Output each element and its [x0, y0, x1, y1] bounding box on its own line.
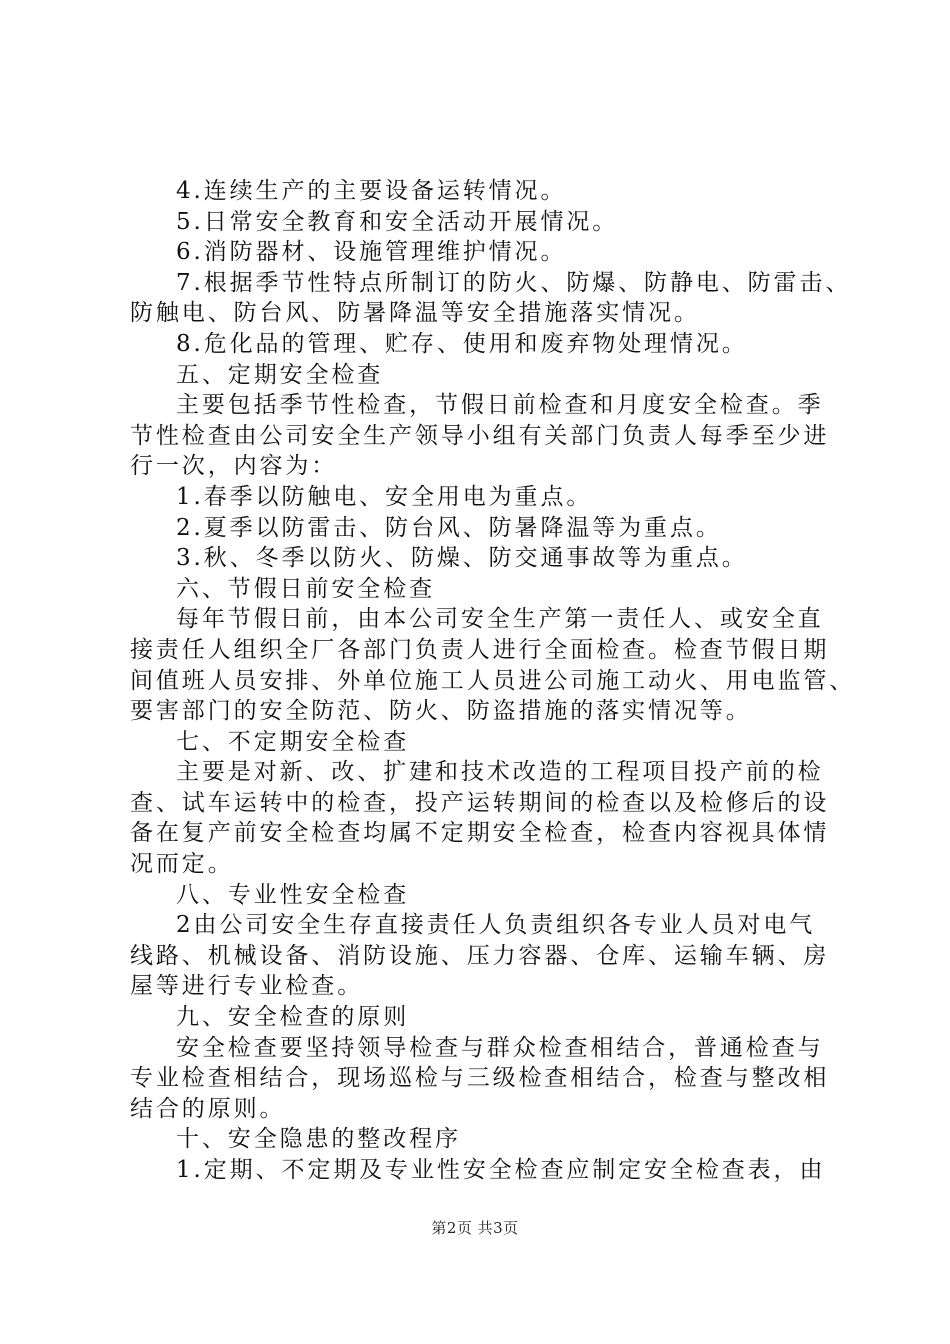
text-line: 7.根据季节性特点所制订的防火、防爆、防静电、防雷击、	[176, 269, 852, 296]
text-line: 主要包括季节性检查，节假日前检查和月度安全检查。季	[176, 392, 824, 419]
text-line: 况而定。	[130, 851, 234, 878]
text-line: 八、专业性安全检查	[176, 881, 410, 908]
text-line: 结合的原则。	[130, 1095, 286, 1122]
text-line: 专业检查相结合，现场巡检与三级检查相结合，检查与整改相	[130, 1065, 830, 1092]
text-line: 十、安全隐患的整改程序	[176, 1126, 461, 1153]
text-line: 行一次，内容为：	[130, 453, 338, 480]
page-footer: 第2页 共3页	[431, 1219, 519, 1237]
text-line: 主要是对新、改、扩建和技术改造的工程项目投产前的检	[176, 759, 824, 786]
text-line: 安全检查要坚持领导检查与群众检查相结合，普通检查与	[176, 1034, 824, 1061]
text-line: 要害部门的安全防范、防火、防盗措施的落实情况等。	[130, 698, 752, 725]
text-line: 七、不定期安全检查	[176, 728, 410, 755]
text-line: 3.秋、冬季以防火、防燥、防交通事故等为重点。	[176, 545, 748, 572]
text-line: 防触电、防台风、防暑降温等安全措施落实情况。	[130, 300, 700, 327]
text-line: 节性检查由公司安全生产领导小组有关部门负责人每季至少进	[130, 422, 830, 449]
text-line: 每年节假日前，由本公司安全生产第一责任人、或安全直	[176, 606, 824, 633]
text-line: 4.连续生产的主要设备运转情况。	[176, 178, 567, 204]
text-line: 2由公司安全生存直接责任人负责组织各专业人员对电气	[176, 912, 816, 939]
text-line: 1.定期、不定期及专业性安全检查应制定安全检查表，由	[176, 1157, 826, 1183]
text-line: 8.危化品的管理、贮存、使用和废弃物处理情况。	[176, 330, 748, 357]
text-line: 5.日常安全教育和安全活动开展情况。	[176, 208, 619, 235]
text-line: 线路、机械设备、消防设施、压力容器、仓库、运输车辆、房	[130, 942, 830, 969]
text-line: 备在复产前安全检查均属不定期安全检查，检查内容视具体情	[130, 820, 830, 847]
text-line: 接责任人组织全厂各部门负责人进行全面检查。检查节假日期	[130, 636, 830, 663]
text-line: 六、节假日前安全检查	[176, 575, 435, 602]
text-line: 间值班人员安排、外单位施工人员进公司施工动火、用电监管、	[130, 667, 856, 694]
document-body	[130, 176, 855, 1186]
text-line: 屋等进行专业检查。	[130, 973, 364, 1000]
text-line: 五、定期安全检查	[176, 361, 384, 388]
text-line: 6.消防器材、设施管理维护情况。	[176, 239, 567, 266]
text-line: 2.夏季以防雷击、防台风、防暑降温等为重点。	[176, 514, 722, 541]
text-line: 九、安全检查的原则	[176, 1004, 410, 1031]
text-line: 1.春季以防触电、安全用电为重点。	[176, 483, 593, 510]
text-line: 查、试车运转中的检查，投产运转期间的检查以及检修后的设	[130, 789, 830, 816]
